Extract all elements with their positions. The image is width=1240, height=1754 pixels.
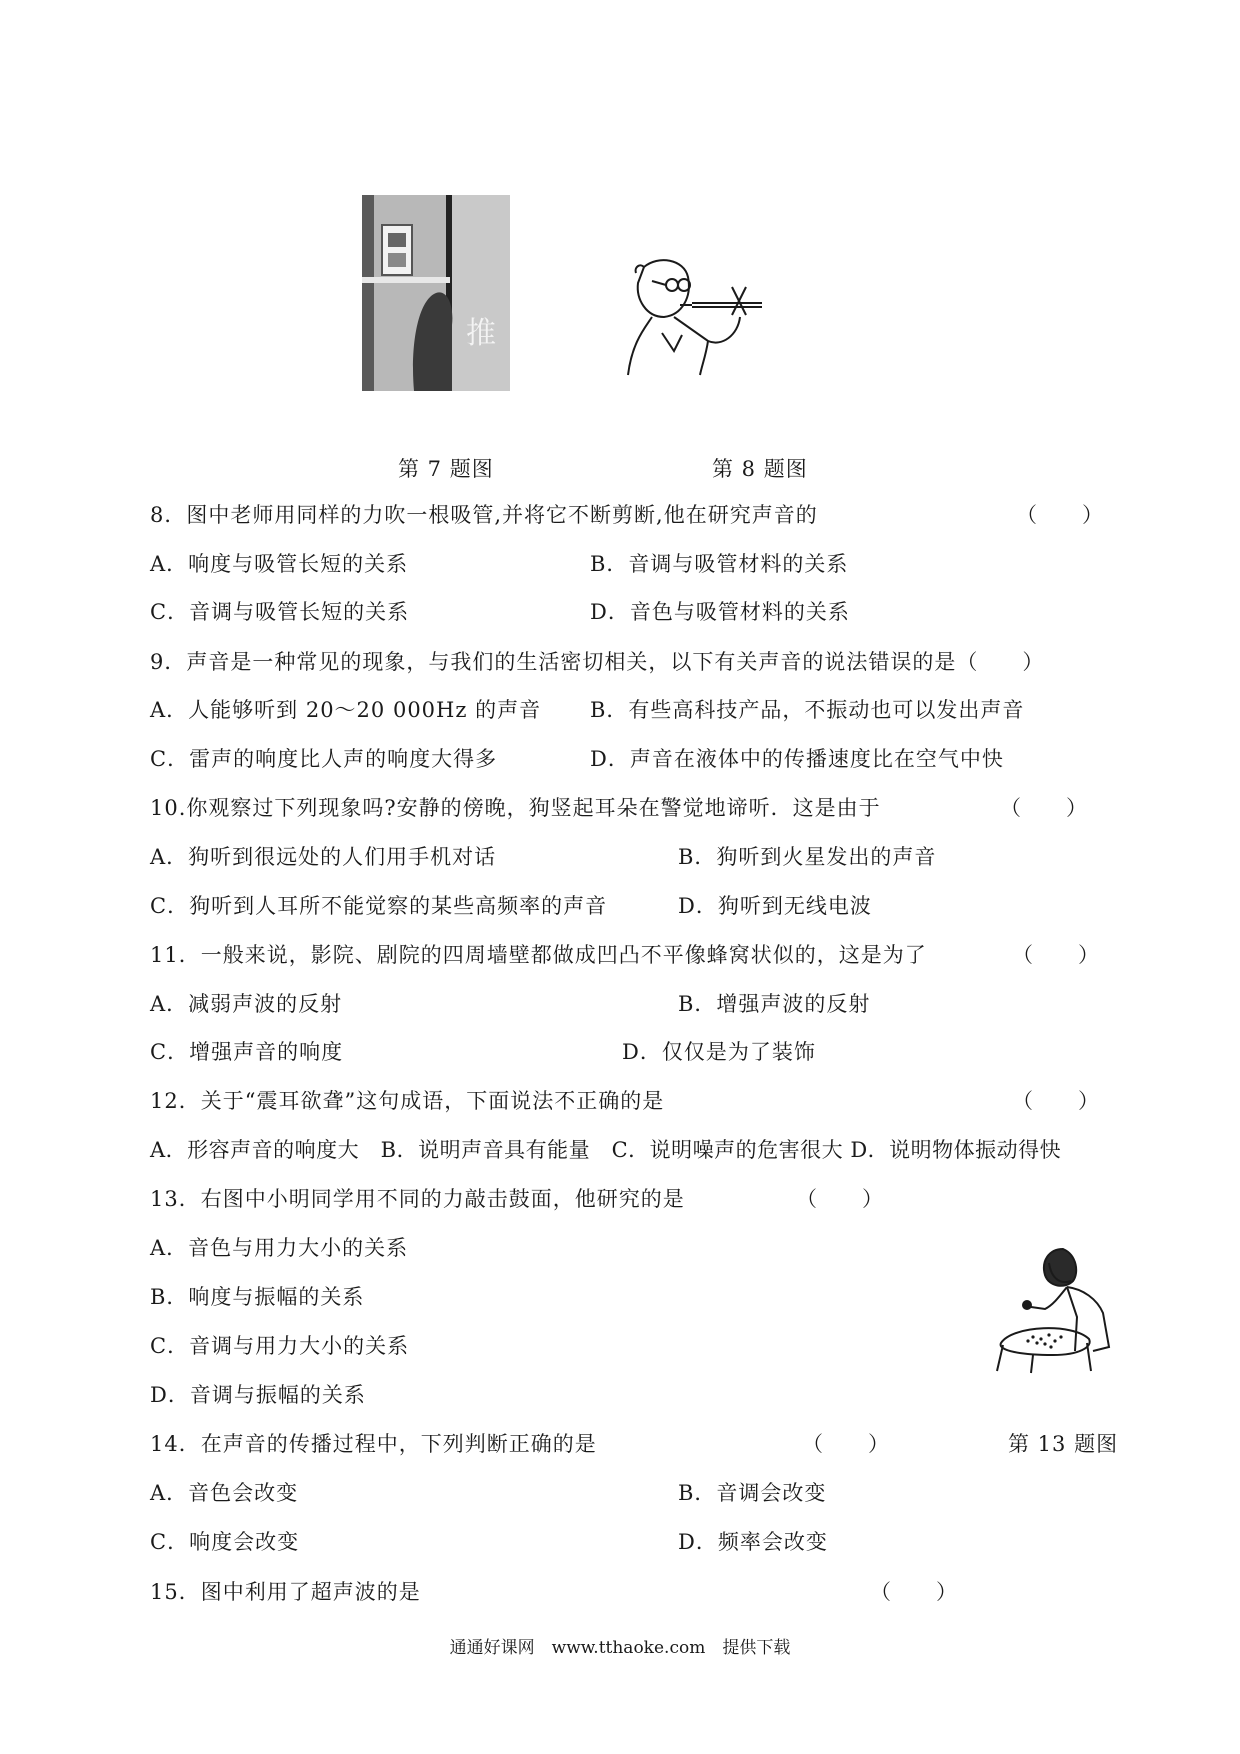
question-13-option-b: B．响度与振幅的关系 [150,1285,365,1309]
question-15-stem: 15．图中利用了超声波的是 [150,1580,421,1604]
figure-13-caption: 第 13 题图 [1008,1432,1119,1456]
question-12-stem: 12．关于“震耳欲聋”这句成语，下面说法不正确的是 [150,1089,665,1113]
question-9-stem: 9．声音是一种常见的现象，与我们的生活密切相关，以下有关声音的说法错误的是（ ） [150,650,1045,674]
question-8-stem: 8．图中老师用同样的力吹一根吸管,并将它不断剪断,他在研究声音的 [150,503,818,527]
question-12-bracket: （ ） [1012,1089,1100,1113]
figure-7-photo [362,195,510,391]
question-11-option-c: C．增强声音的响度 [150,1040,344,1064]
question-10-option-d: D．狗听到无线电波 [678,894,872,918]
question-8-option-b: B．音调与吸管材料的关系 [590,552,849,576]
question-13-bracket: （ ） [796,1187,884,1211]
question-11-option-d: D．仅仅是为了装饰 [622,1040,816,1064]
question-15-bracket: （ ） [870,1580,958,1604]
question-12-options: A．形容声音的响度大 B．说明声音具有能量 C．说明噪声的危害很大 D．说明物体振动得快 [150,1138,1062,1162]
question-10-stem: 10.你观察过下列现象吗?安静的傍晚，狗竖起耳朵在警觉地谛听．这是由于 [150,796,881,820]
question-10-bracket: （ ） [1000,796,1088,820]
question-13-option-a: A．音色与用力大小的关系 [150,1236,409,1260]
question-8-option-d: D．音色与吸管材料的关系 [590,600,850,624]
question-10-option-b: B．狗听到火星发出的声音 [678,845,937,869]
question-8-option-a: A．响度与吸管长短的关系 [150,552,409,576]
question-13-option-c: C．音调与用力大小的关系 [150,1334,410,1358]
question-14-stem: 14．在声音的传播过程中，下列判断正确的是 [150,1432,597,1456]
question-8-option-c: C．音调与吸管长短的关系 [150,600,410,624]
figure-8-caption: 第 8 题图 [712,457,808,481]
figure-7-caption: 第 7 题图 [398,457,494,481]
question-9-option-a: A．人能够听到 20～20 000Hz 的声音 [150,698,542,722]
question-13-stem: 13．右图中小明同学用不同的力敲击鼓面，他研究的是 [150,1187,685,1211]
question-10-option-c: C．狗听到人耳所不能觉察的某些高频率的声音 [150,894,608,918]
question-9-option-c: C．雷声的响度比人声的响度大得多 [150,747,498,771]
page-footer: 通通好课网 www.tthaoke.com 提供下载 [449,1638,791,1658]
question-14-option-c: C．响度会改变 [150,1530,300,1554]
figure-7-sign-text: 推 [466,316,496,351]
question-11-option-b: B．增强声波的反射 [678,992,871,1016]
question-11-stem: 11．一般来说，影院、剧院的四周墙壁都做成凹凸不平像蜂窝状似的，这是为了 [150,943,927,967]
question-14-bracket: （ ） [802,1432,890,1456]
figure-13-drum-drawing [993,1247,1123,1377]
question-14-option-b: B．音调会改变 [678,1481,827,1505]
question-9-option-d: D．声音在液体中的传播速度比在空气中快 [590,747,1004,771]
question-13-option-d: D．音调与振幅的关系 [150,1383,366,1407]
figure-8-teacher-drawing [622,255,772,380]
question-9-option-b: B．有些高科技产品，不振动也可以发出声音 [590,698,1025,722]
question-14-option-d: D．频率会改变 [678,1530,828,1554]
question-11-option-a: A．减弱声波的反射 [150,992,343,1016]
question-10-option-a: A．狗听到很远处的人们用手机对话 [150,845,497,869]
question-8-bracket: （ ） [1016,503,1104,527]
question-14-option-a: A．音色会改变 [150,1481,299,1505]
question-11-bracket: （ ） [1012,943,1100,967]
